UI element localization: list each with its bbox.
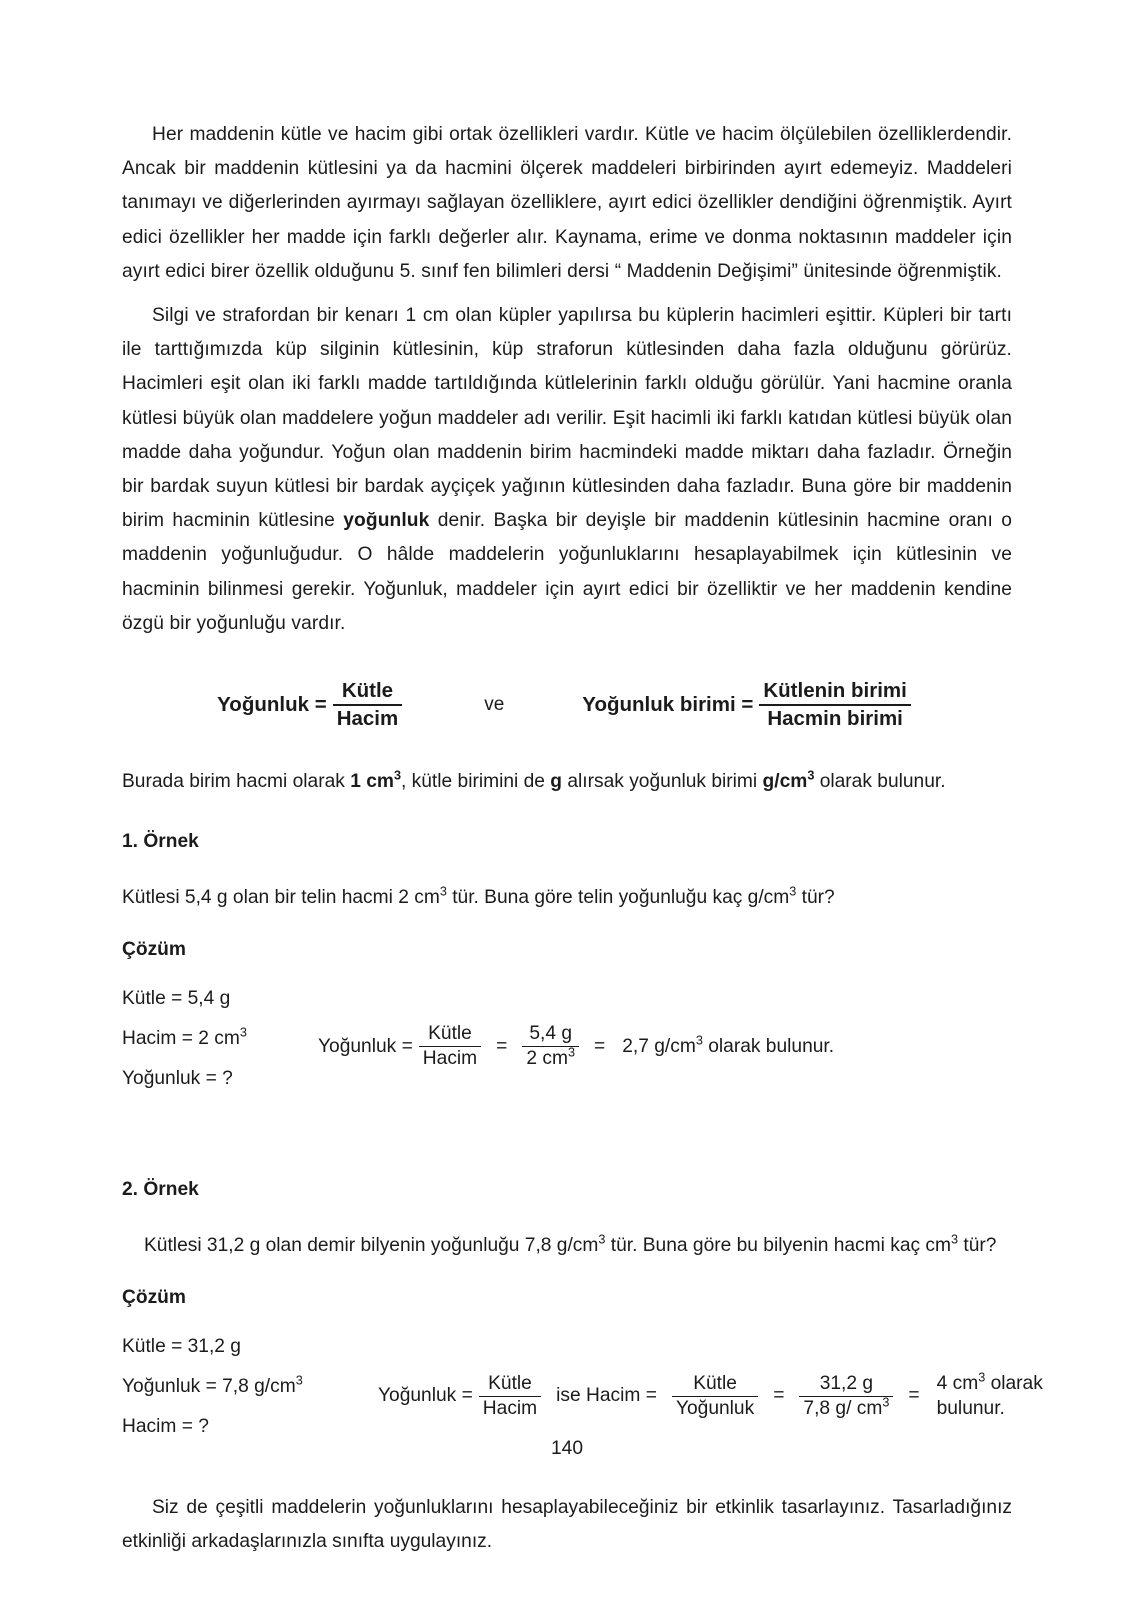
fraction-numerator: 31,2 g bbox=[819, 1372, 874, 1394]
units-bold-cm3 bbox=[350, 768, 401, 793]
ex1-q-part2: tür. Buna göre telin yoğunluğu kaç g/cm bbox=[446, 887, 790, 909]
den-sup: 3 bbox=[567, 1045, 576, 1060]
ex2-given-mass: Kütle = 31,2 g bbox=[122, 1336, 241, 1358]
ex2-given-density-text: Yoğunluk = 7,8 g/cm bbox=[122, 1376, 296, 1398]
units-bold1-sup: 3 bbox=[393, 768, 401, 783]
ex2-equals-1: = bbox=[773, 1385, 785, 1407]
ex1-given-volume-sup: 3 bbox=[239, 1025, 247, 1040]
ex1-result-text: 2,7 g/cm bbox=[622, 1035, 696, 1057]
units-bold3-text: g/cm bbox=[762, 771, 808, 793]
ex2-fraction-density bbox=[479, 1373, 541, 1420]
fraction-denominator: Hacmin birimi bbox=[767, 707, 903, 731]
fraction-numerator: Kütle bbox=[693, 1372, 737, 1394]
ex2-result-tail: olarak bbox=[985, 1373, 1043, 1395]
ex2-calc-label: Yoğunluk = bbox=[378, 1385, 473, 1407]
example-1-heading: 1. Örnek bbox=[122, 831, 199, 853]
example-2-heading: 2. Örnek bbox=[122, 1179, 199, 1201]
ex1-equals-2: = bbox=[594, 1035, 606, 1057]
example-2-solution-heading: Çözüm bbox=[122, 1287, 186, 1309]
fraction-denominator: Hacim bbox=[336, 707, 399, 731]
ex2-q-part2: tür. Buna göre bu bilyenin hacmi kaç cm bbox=[605, 1235, 951, 1257]
units-part3: alırsak yoğunluk birimi bbox=[562, 771, 763, 793]
ex1-given-mass: Kütle = 5,4 g bbox=[122, 988, 231, 1010]
ex1-q-sup1: 3 bbox=[439, 884, 447, 899]
units-sentence bbox=[122, 765, 1012, 799]
ex1-q-part1: Kütlesi 5,4 g olan bir telin hacmi 2 cm bbox=[122, 887, 440, 909]
example-1-calculation bbox=[318, 1023, 834, 1070]
fraction-bar bbox=[479, 1396, 541, 1397]
closing-paragraph: Siz de çeşitli maddelerin yoğunluklarını hesaplayabileceğiniz bir etkinlik tasarlayınız. Tasarladığınız etkinliği arkadaşlarınızla sınıfta uygulayınız. bbox=[122, 1497, 1012, 1553]
fraction-bar bbox=[419, 1046, 481, 1047]
page-content bbox=[122, 118, 1043, 1579]
fraction-denominator: Hacim bbox=[422, 1048, 478, 1070]
example-1-solution bbox=[122, 979, 1012, 1099]
den-sup: 3 bbox=[882, 1395, 890, 1410]
fraction-bar bbox=[672, 1396, 758, 1397]
den-text: 7,8 g/ cm bbox=[803, 1397, 883, 1419]
fraction-bar bbox=[759, 704, 911, 706]
example-1-question bbox=[122, 881, 1012, 915]
fraction-numerator: 5,4 g bbox=[529, 1023, 573, 1045]
page-number: 140 bbox=[550, 1438, 583, 1459]
formula-density-definition bbox=[122, 679, 1012, 731]
ex1-given-unknown: Yoğunluk = ? bbox=[122, 1068, 233, 1090]
ex2-fraction-volume-numeric bbox=[799, 1373, 893, 1420]
fraction-kutlenin-birimi-hacmin-birimi bbox=[759, 679, 911, 731]
units-part1: Burada birim hacmi olarak bbox=[122, 771, 351, 793]
paragraph-density-definition bbox=[122, 299, 1012, 641]
ex2-result-sup: 3 bbox=[978, 1370, 986, 1385]
units-part4: olarak bulunur. bbox=[814, 771, 946, 793]
paragraph-density-part1: Silgi ve strafordan bir kenarı 1 cm olan küpler yapılırsa bu küplerin hacimleri eşittir. Küpleri bir tartı ile tarttığımızda küp silginin kütlesinin, küp straforun kütlesinden daha fazla olduğunu görürüz. Hacimleri eşit olan iki farklı madde tartıldığında kütlelerinin farklı olduğu görülür. Yani hacmine oranla kütlesi büyük olan maddelere yoğun maddeler adı verilir. Eşit hacimli iki farklı katıdan kütlesi büyük olan madde daha yoğundur. Yoğun olan maddenin birim hacmindeki madde miktarı daha fazladır. Örneğin bir bardak suyun kütlesi bir bardak ayçiçek yağının kütlesinden daha fazladır. Buna göre bir maddenin birim hacminin kütlesine bbox=[122, 305, 1012, 532]
ex1-result-tail: olarak bulunur. bbox=[702, 1035, 835, 1057]
units-bold1-text: 1 cm bbox=[350, 771, 394, 793]
ex1-calc-label: Yoğunluk = bbox=[318, 1035, 413, 1057]
fraction-numerator: Kütlenin birimi bbox=[763, 679, 907, 703]
units-bold-gcm3 bbox=[762, 768, 815, 793]
fraction-numerator: Kütle bbox=[488, 1372, 532, 1394]
example-2-calculation bbox=[378, 1371, 1043, 1421]
example-1-solution-heading: Çözüm bbox=[122, 939, 186, 961]
ex2-equals-2: = bbox=[908, 1385, 920, 1407]
ex1-equals-1: = bbox=[496, 1035, 508, 1057]
ex2-result-line1 bbox=[937, 1371, 1043, 1396]
units-bold3-sup: 3 bbox=[807, 768, 815, 783]
ex2-q-part1: Kütlesi 31,2 g olan demir bilyenin yoğunluğu 7,8 g/cm bbox=[144, 1235, 599, 1257]
formula-left-label: Yoğunluk = bbox=[217, 693, 327, 717]
ex1-fraction-symbolic bbox=[419, 1023, 481, 1070]
ex2-result-line2: bulunur. bbox=[936, 1398, 1005, 1420]
ex1-given-volume-text: Hacim = 2 cm bbox=[122, 1028, 240, 1050]
ex1-q-sup2: 3 bbox=[789, 884, 797, 899]
example-2-question bbox=[122, 1229, 1012, 1263]
fraction-bar bbox=[333, 704, 403, 706]
paragraph-density-part2: denir. Başka bir deyişle bir maddenin kütlesinin hacmine oranı o maddenin yoğunluğudur. O hâlde maddelerin yoğunluklarını hesaplayabilmek için kütlesinin ve hacminin bilinmesi gerekir. Yoğunluk, maddeler için ayırt edici bir özelliktir ve her maddenin kendine özgü bir yoğunluğu vardır. bbox=[122, 510, 1012, 634]
fraction-denominator bbox=[799, 1395, 893, 1420]
ex2-fraction-volume-symbolic bbox=[672, 1373, 758, 1420]
ex2-result bbox=[937, 1371, 1043, 1421]
fraction-kutle-hacim bbox=[333, 679, 403, 731]
formula-conjunction: ve bbox=[484, 694, 505, 716]
fraction-denominator: Yoğunluk bbox=[675, 1397, 755, 1419]
fraction-denominator: Hacim bbox=[482, 1397, 538, 1419]
formula-right-label: Yoğunluk birimi = bbox=[582, 693, 754, 717]
term-yogunluk: yoğunluk bbox=[343, 510, 430, 532]
fraction-denominator bbox=[522, 1045, 579, 1070]
ex2-given-density-sup: 3 bbox=[295, 1373, 303, 1388]
ex2-result-text: 4 cm bbox=[936, 1373, 979, 1395]
ex1-result bbox=[622, 1033, 835, 1058]
fraction-numerator: Kütle bbox=[341, 679, 394, 703]
ex2-given-unknown: Hacim = ? bbox=[122, 1416, 209, 1438]
ex2-q-part3: tür? bbox=[958, 1235, 997, 1257]
units-part2: , kütle birimini de bbox=[401, 771, 551, 793]
ex2-q-sup1: 3 bbox=[598, 1232, 606, 1247]
example-2-solution bbox=[122, 1327, 1043, 1447]
ex2-q-sup2: 3 bbox=[951, 1232, 959, 1247]
ex1-result-sup: 3 bbox=[695, 1033, 703, 1048]
paragraph-intro: Her maddenin kütle ve hacim gibi ortak özellikleri vardır. Kütle ve hacim ölçülebilen özelliklerdendir. Ancak bir maddenin kütlesini ya da hacmini ölçerek maddeleri birbirinden ayırt edemeyiz. Maddeleri tanımayı ve diğerlerinden ayırmayı sağlayan özelliklere, ayırt edici özellikler dendiğini öğrenmiştik. Ayırt edici özellikler her madde için farklı değerler alır. Kaynama, erime ve donma noktasının maddeler için ayırt edici birer özellik olduğunu 5. sınıf fen bilimleri dersi “ Maddenin Değişimi” ünitesinde öğrenmiştik. bbox=[122, 124, 1012, 282]
units-bold-g: g bbox=[550, 771, 563, 793]
ex1-q-part3: tür? bbox=[796, 887, 835, 909]
ex1-fraction-numeric bbox=[522, 1023, 579, 1070]
fraction-bar bbox=[799, 1396, 893, 1397]
paragraph-spacer bbox=[122, 289, 1012, 299]
ex2-connector: ise Hacim = bbox=[556, 1385, 657, 1407]
den-text: 2 cm bbox=[526, 1048, 568, 1070]
fraction-numerator: Kütle bbox=[428, 1023, 472, 1045]
